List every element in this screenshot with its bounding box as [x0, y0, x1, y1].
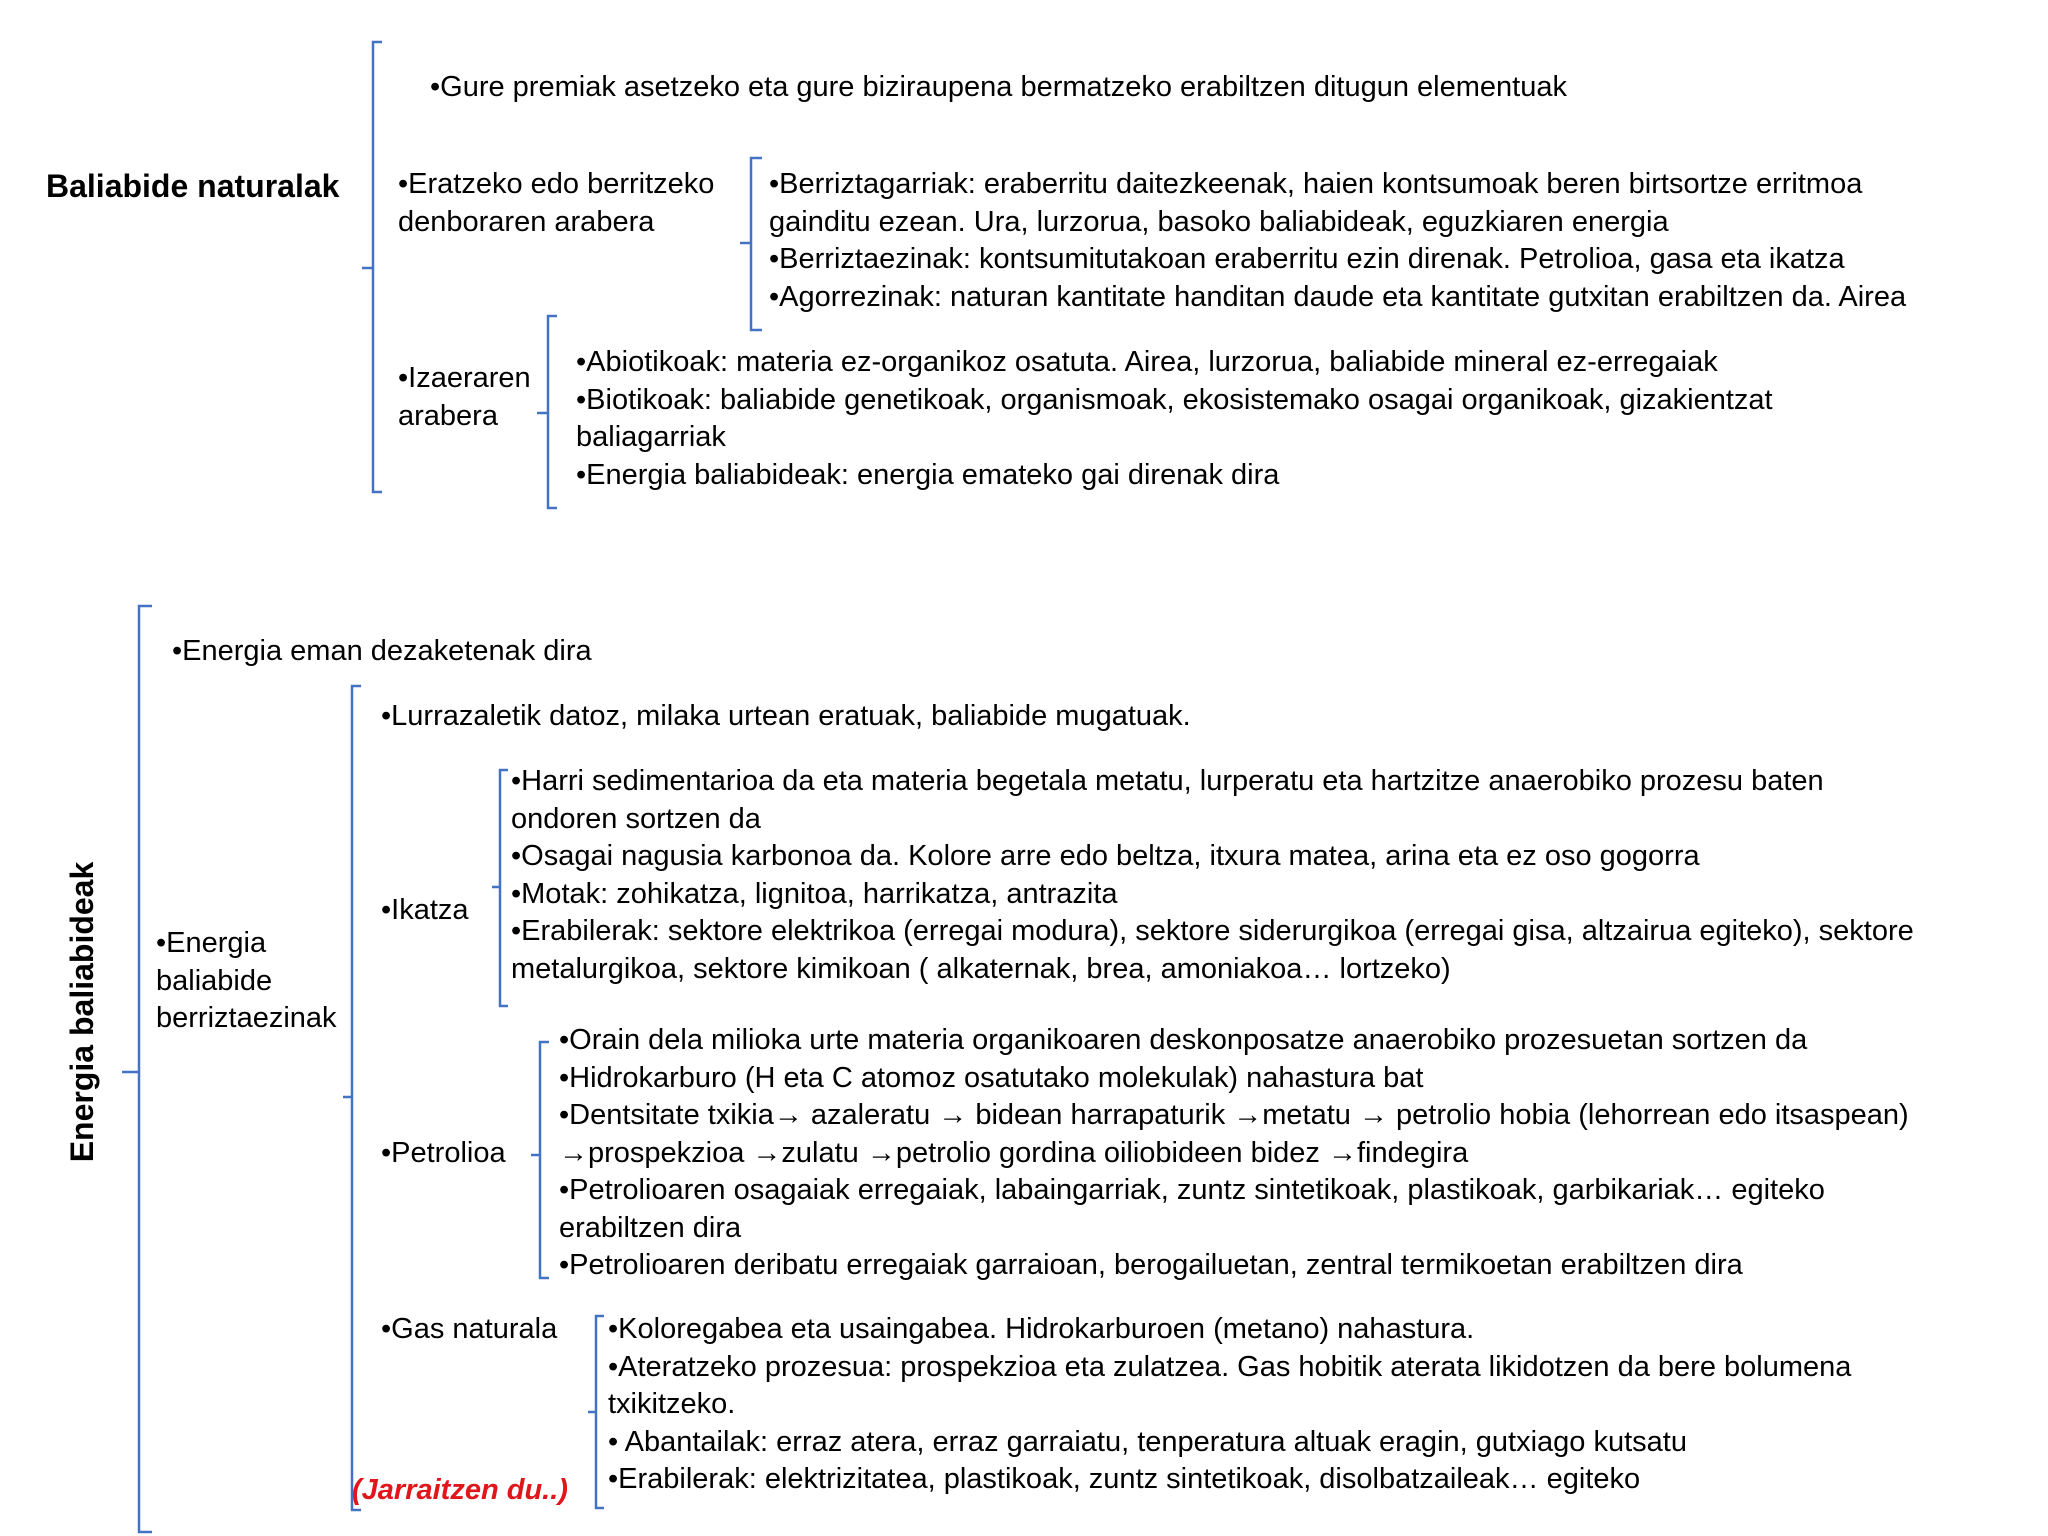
- gas-label: •Gas naturala: [381, 1313, 558, 1345]
- list-item: •Energia baliabideak: energia emateko gai direnak dira: [576, 458, 1280, 491]
- bracket-non-renewable: [343, 686, 361, 1510]
- list-item: erabiltzen dira: [559, 1211, 742, 1244]
- bracket-by-nature: [537, 316, 557, 508]
- list-item: gainditu ezean. Ura, lurzorua, basoko baliabideak, eguzkiaren energia: [769, 205, 1669, 238]
- bracket-natural-resources: [362, 42, 382, 492]
- non-renewable-label-line3: berriztaezinak: [156, 1002, 337, 1034]
- non-renewable-label: [156, 925, 337, 1038]
- list-item: baliagarriak: [576, 421, 726, 453]
- list-item: •Petrolioaren osagaiak erregaiak, labaingarriak, zuntz sintetikoak, plastikoak, garbikariak… egiteko: [559, 1174, 1825, 1206]
- list-item: •Harri sedimentarioa da eta materia begetala metatu, lurperatu eta hartzitze anaerobiko prozesu baten: [511, 765, 1824, 797]
- list-item: →prospekzioa →zulatu →petrolio gordina oiliobideen bidez →findegira: [559, 1136, 1469, 1169]
- list-item: •Motak: zohikatza, lignitoa, harrikatza, antrazita: [511, 877, 1118, 910]
- by-renewal-list: [769, 166, 1906, 316]
- by-nature-list: [576, 344, 1773, 494]
- by-renewal-label: [398, 166, 714, 241]
- list-item: •Berriztaezinak: kontsumitutakoan eraberritu ezin direnak. Petrolioa, gasa eta ikatza: [769, 243, 1845, 275]
- coal-label: •Ikatza: [381, 894, 469, 926]
- bracket-energy-resources: [122, 606, 152, 1532]
- list-item: • Abantailak: erraz atera, erraz garraiatu, tenperatura altuak eragin, gutxiago kutsatu: [608, 1425, 1687, 1458]
- list-item: •Dentsitate txikia→ azaleratu → bidean harrapaturik →metatu → petrolio hobia (lehorrean edo itsaspean): [559, 1099, 1909, 1131]
- list-item: •Hidrokarburo (H eta C atomoz osatutako molekulak) nahastura bat: [559, 1061, 1424, 1094]
- bracket-oil: [531, 1042, 549, 1278]
- bracket-gas: [588, 1316, 604, 1508]
- list-item: •Abiotikoak: materia ez-organikoz osatuta. Airea, lurzorua, baliabide mineral ez-erregaiak: [576, 346, 1718, 378]
- coal-list: [511, 763, 1914, 988]
- by-renewal-label-line2: denboraren arabera: [398, 205, 655, 238]
- list-item: txikitzeko.: [608, 1388, 736, 1420]
- by-nature-label-line2: arabera: [398, 399, 498, 432]
- natural-resources-title: Baliabide naturalak: [46, 168, 340, 204]
- bracket-coal: [492, 770, 508, 1006]
- continued-note: (Jarraitzen du..): [352, 1474, 568, 1506]
- list-item: •Orain dela milioka urte materia organikoaren deskonposatze anaerobiko prozesuetan sortzen da: [559, 1024, 1808, 1056]
- oil-label: •Petrolioa: [381, 1137, 506, 1169]
- energy-resources-title: Energia baliabideak: [64, 861, 100, 1163]
- list-item: •Biotikoak: baliabide genetikoak, organismoak, ekosistemako osagai organikoak, gizakientzat: [576, 383, 1773, 416]
- list-item: •Erabilerak: sektore elektrikoa (erregai modura), sektore siderurgikoa (erregai gisa, altzairua egiteko), sektore: [511, 915, 1914, 947]
- by-nature-label-line1: •Izaeraren: [398, 362, 531, 394]
- non-renewable-label-line1: •Energia: [156, 927, 267, 959]
- by-nature-label: [398, 360, 531, 435]
- non-renewable-label-line2: baliabide: [156, 964, 273, 997]
- list-item: •Osagai nagusia karbonoa da. Kolore arre edo beltza, itxura matea, arina eta ez oso gogorra: [511, 840, 1700, 872]
- energy-resources-definition: •Energia eman dezaketenak dira: [172, 635, 592, 667]
- oil-list: [559, 1022, 1909, 1285]
- list-item: •Petrolioaren deribatu erregaiak garraioan, berogailuetan, zentral termikoetan erabiltzen dira: [559, 1249, 1743, 1281]
- bracket-by-renewal: [740, 158, 762, 330]
- non-renewable-intro: •Lurrazaletik datoz, milaka urtean eratuak, baliabide mugatuak.: [381, 700, 1191, 732]
- list-item: •Agorrezinak: naturan kantitate handitan daude eta kantitate gutxitan erabiltzen da. Airea: [769, 280, 1907, 313]
- list-item: •Ateratzeko prozesua: prospekzioa eta zulatzea. Gas hobitik aterata likidotzen da bere bolumena: [608, 1350, 1852, 1383]
- list-item: •Berriztagarriak: eraberritu daitezkeenak, haien kontsumoak beren birtsortze erritmoa: [769, 168, 1863, 200]
- list-item: •Erabilerak: elektrizitatea, plastikoak, zuntz sintetikoak, disolbatzaileak… egiteko: [608, 1463, 1641, 1495]
- list-item: ondoren sortzen da: [511, 802, 761, 835]
- by-renewal-label-line1: •Eratzeko edo berritzeko: [398, 168, 715, 200]
- gas-list: [608, 1311, 1851, 1499]
- natural-resources-definition: •Gure premiak asetzeko eta gure biziraupena bermatzeko erabiltzen ditugun elementuak: [430, 71, 1567, 103]
- list-item: •Koloregabea eta usaingabea. Hidrokarburoen (metano) nahastura.: [608, 1313, 1475, 1345]
- list-item: metalurgikoa, sektore kimikoan ( alkaternak, brea, amoniakoa… lortzeko): [511, 952, 1451, 985]
